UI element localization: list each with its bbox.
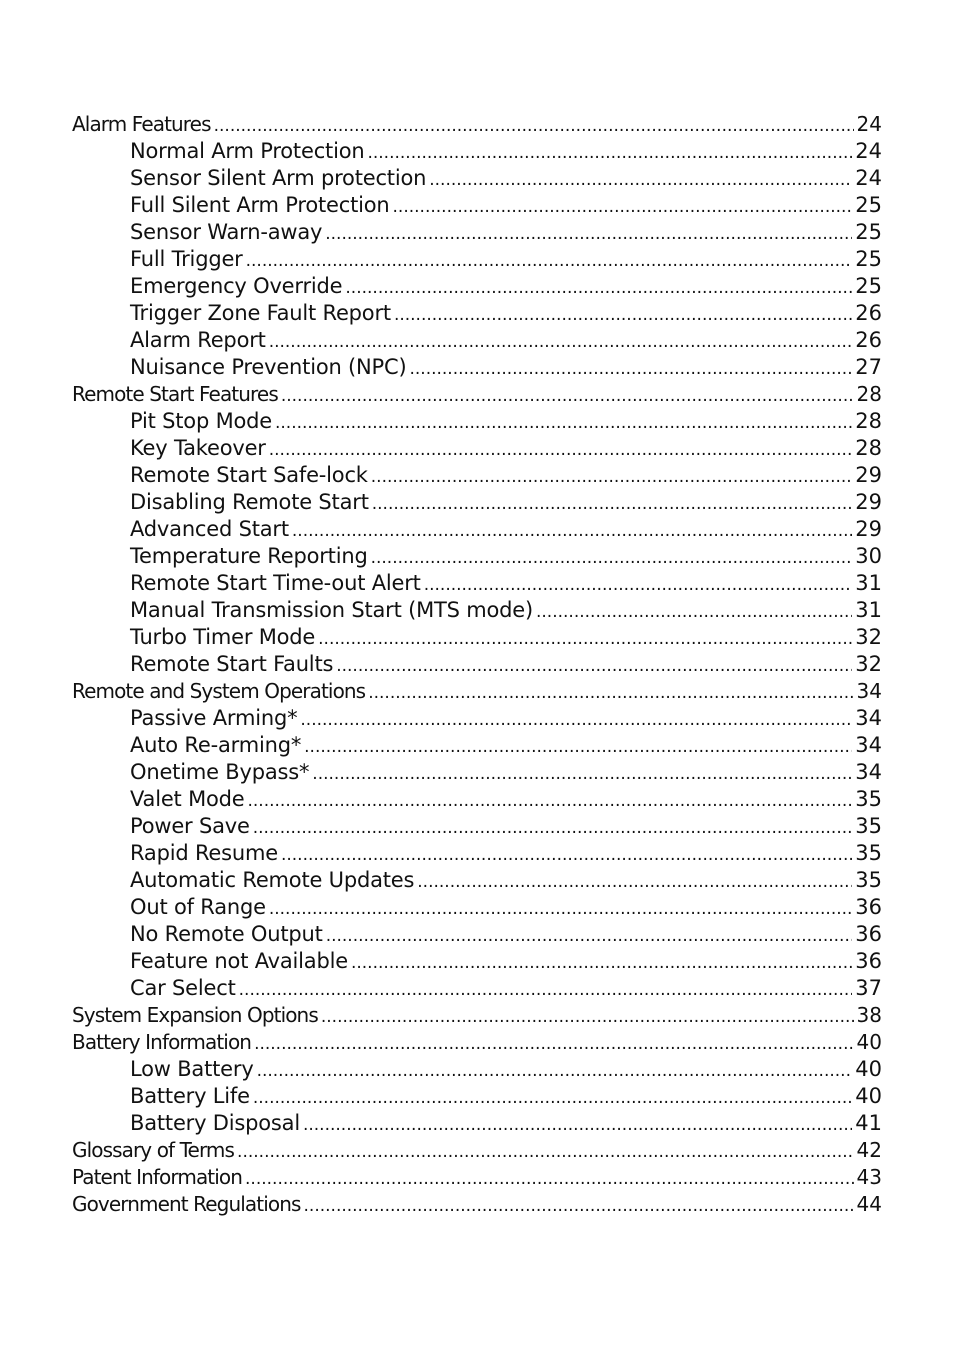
toc-subsection-entry <box>72 1083 882 1110</box>
toc-subsection-entry <box>72 1110 882 1137</box>
toc-dot-leader <box>371 464 853 491</box>
toc-entry-title: Patent Information <box>72 1165 243 1189</box>
toc-subsection-entry <box>72 192 882 219</box>
toc-dot-leader <box>393 194 853 221</box>
toc-entry-title: Battery Information <box>72 1030 252 1054</box>
toc-entry-page-number: 34 <box>855 733 882 757</box>
toc-subsection-entry <box>72 300 882 327</box>
toc-subsection-entry <box>72 921 882 948</box>
toc-dot-leader <box>326 923 853 950</box>
toc-subsection-entry <box>72 462 882 489</box>
toc-entry-title: Valet Mode <box>130 787 245 811</box>
toc-entry-title: Feature not Available <box>130 949 348 973</box>
toc-entry-page-number: 27 <box>855 355 882 379</box>
toc-section-entry <box>72 1002 882 1029</box>
toc-dot-leader <box>429 167 852 194</box>
toc-dot-leader <box>253 1085 852 1112</box>
toc-entry-title: Temperature Reporting <box>130 544 368 568</box>
toc-subsection-entry <box>72 813 882 840</box>
toc-entry-title: Battery Disposal <box>130 1111 300 1135</box>
toc-dot-leader <box>269 896 852 923</box>
toc-dot-leader <box>325 221 852 248</box>
toc-entry-title: Normal Arm Protection <box>130 139 365 163</box>
toc-subsection-entry <box>72 705 882 732</box>
toc-dot-leader <box>367 140 852 167</box>
toc-entry-page-number: 43 <box>856 1165 882 1189</box>
toc-entry-page-number: 37 <box>855 976 882 1000</box>
toc-subsection-entry <box>72 1056 882 1083</box>
toc-dot-leader <box>345 275 852 302</box>
toc-entry-title: Full Trigger <box>130 247 243 271</box>
toc-subsection-entry <box>72 543 882 570</box>
toc-entry-page-number: 40 <box>856 1030 882 1054</box>
toc-dot-leader <box>245 1166 854 1193</box>
toc-subsection-entry <box>72 246 882 273</box>
toc-subsection-entry <box>72 975 882 1002</box>
toc-entry-title: Car Select <box>130 976 236 1000</box>
toc-entry-title: Automatic Remote Updates <box>130 868 415 892</box>
toc-entry-page-number: 36 <box>855 895 882 919</box>
toc-subsection-entry <box>72 786 882 813</box>
toc-entry-page-number: 35 <box>855 868 882 892</box>
toc-subsection-entry <box>72 948 882 975</box>
toc-entry-page-number: 34 <box>856 679 882 703</box>
toc-section-entry <box>72 1137 882 1164</box>
toc-entry-page-number: 24 <box>855 166 882 190</box>
toc-entry-title: Sensor Warn-away <box>130 220 323 244</box>
toc-dot-leader <box>237 1139 854 1166</box>
toc-entry-page-number: 26 <box>855 328 882 352</box>
toc-entry-title: Trigger Zone Fault Report <box>130 301 391 325</box>
toc-dot-leader <box>254 1031 853 1058</box>
table-of-contents <box>72 111 882 1218</box>
toc-section-entry <box>72 1029 882 1056</box>
toc-entry-page-number: 42 <box>856 1138 882 1162</box>
toc-entry-page-number: 32 <box>855 625 882 649</box>
toc-entry-title: Remote Start Features <box>72 382 278 406</box>
toc-entry-page-number: 31 <box>855 571 882 595</box>
toc-list <box>72 111 882 1218</box>
toc-entry-page-number: 30 <box>855 544 882 568</box>
toc-entry-title: Rapid Resume <box>130 841 278 865</box>
toc-dot-leader <box>371 545 853 572</box>
toc-entry-page-number: 41 <box>855 1111 882 1135</box>
toc-entry-page-number: 25 <box>855 220 882 244</box>
toc-entry-page-number: 35 <box>855 787 882 811</box>
toc-entry-title: System Expansion Options <box>72 1003 318 1027</box>
toc-entry-page-number: 24 <box>855 139 882 163</box>
toc-subsection-entry <box>72 732 882 759</box>
toc-dot-leader <box>257 1058 853 1085</box>
toc-entry-page-number: 28 <box>855 436 882 460</box>
toc-entry-title: Alarm Report <box>130 328 266 352</box>
toc-entry-title: Remote Start Faults <box>130 652 334 676</box>
toc-entry-title: No Remote Output <box>130 922 323 946</box>
toc-subsection-entry <box>72 570 882 597</box>
toc-entry-page-number: 35 <box>855 814 882 838</box>
toc-subsection-entry <box>72 867 882 894</box>
toc-entry-page-number: 25 <box>855 193 882 217</box>
toc-subsection-entry <box>72 219 882 246</box>
toc-dot-leader <box>368 680 853 707</box>
toc-dot-leader <box>292 518 852 545</box>
toc-entry-page-number: 31 <box>855 598 882 622</box>
toc-dot-leader <box>281 383 854 410</box>
toc-entry-title: Nuisance Prevention (NPC) <box>130 355 407 379</box>
toc-dot-leader <box>269 329 853 356</box>
toc-dot-leader <box>417 869 852 896</box>
toc-dot-leader <box>304 734 852 761</box>
toc-entry-page-number: 25 <box>855 247 882 271</box>
toc-entry-title: Remote and System Operations <box>72 679 366 703</box>
toc-dot-leader <box>303 1112 852 1139</box>
toc-entry-title: Auto Re-arming* <box>130 733 302 757</box>
toc-entry-title: Disabling Remote Start <box>130 490 369 514</box>
toc-entry-title: Pit Stop Mode <box>130 409 272 433</box>
toc-entry-page-number: 36 <box>855 922 882 946</box>
toc-entry-page-number: 44 <box>856 1192 882 1216</box>
toc-entry-page-number: 35 <box>855 841 882 865</box>
toc-entry-title: Key Takeover <box>130 436 266 460</box>
toc-subsection-entry <box>72 327 882 354</box>
toc-subsection-entry <box>72 516 882 543</box>
toc-dot-leader <box>253 815 853 842</box>
toc-section-entry <box>72 1191 882 1218</box>
toc-subsection-entry <box>72 165 882 192</box>
toc-dot-leader <box>424 572 853 599</box>
toc-section-entry <box>72 1164 882 1191</box>
toc-entry-page-number: 29 <box>855 490 882 514</box>
toc-dot-leader <box>372 491 853 518</box>
toc-entry-title: Full Silent Arm Protection <box>130 193 390 217</box>
toc-entry-title: Glossary of Terms <box>72 1138 235 1162</box>
toc-entry-title: Government Regulations <box>72 1192 301 1216</box>
toc-entry-page-number: 32 <box>855 652 882 676</box>
toc-subsection-entry <box>72 759 882 786</box>
toc-dot-leader <box>239 977 853 1004</box>
toc-section-entry <box>72 678 882 705</box>
toc-dot-leader <box>394 302 852 329</box>
toc-entry-title: Manual Transmission Start (MTS mode) <box>130 598 533 622</box>
toc-entry-page-number: 28 <box>856 382 882 406</box>
toc-entry-title: Passive Arming* <box>130 706 298 730</box>
toc-entry-title: Sensor Silent Arm protection <box>130 166 427 190</box>
toc-dot-leader <box>336 653 852 680</box>
toc-dot-leader <box>304 1193 854 1220</box>
toc-subsection-entry <box>72 597 882 624</box>
toc-subsection-entry <box>72 624 882 651</box>
toc-entry-page-number: 34 <box>855 760 882 784</box>
toc-entry-page-number: 29 <box>855 463 882 487</box>
toc-dot-leader <box>536 599 852 626</box>
toc-dot-leader <box>300 707 852 734</box>
toc-dot-leader <box>248 788 853 815</box>
toc-entry-title: Emergency Override <box>130 274 343 298</box>
toc-section-entry <box>72 111 882 138</box>
toc-entry-title: Remote Start Safe-lock <box>130 463 368 487</box>
toc-entry-title: Advanced Start <box>130 517 289 541</box>
toc-dot-leader <box>214 113 854 140</box>
toc-subsection-entry <box>72 408 882 435</box>
toc-entry-title: Power Save <box>130 814 250 838</box>
toc-dot-leader <box>321 1004 854 1031</box>
toc-dot-leader <box>318 626 852 653</box>
toc-entry-title: Remote Start Time-out Alert <box>130 571 421 595</box>
toc-dot-leader <box>275 410 852 437</box>
toc-dot-leader <box>269 437 853 464</box>
toc-entry-page-number: 34 <box>855 706 882 730</box>
toc-subsection-entry <box>72 489 882 516</box>
toc-subsection-entry <box>72 651 882 678</box>
toc-entry-page-number: 36 <box>855 949 882 973</box>
toc-dot-leader <box>281 842 852 869</box>
toc-subsection-entry <box>72 894 882 921</box>
toc-dot-leader <box>312 761 852 788</box>
toc-subsection-entry <box>72 138 882 165</box>
toc-dot-leader <box>351 950 852 977</box>
toc-entry-page-number: 24 <box>856 112 882 136</box>
toc-entry-title: Out of Range <box>130 895 266 919</box>
toc-entry-page-number: 40 <box>855 1084 882 1108</box>
toc-entry-title: Low Battery <box>130 1057 254 1081</box>
toc-entry-title: Onetime Bypass* <box>130 760 310 784</box>
toc-section-entry <box>72 381 882 408</box>
toc-entry-page-number: 38 <box>856 1003 882 1027</box>
toc-entry-page-number: 40 <box>855 1057 882 1081</box>
toc-entry-page-number: 28 <box>855 409 882 433</box>
toc-entry-page-number: 29 <box>855 517 882 541</box>
toc-entry-title: Battery Life <box>130 1084 250 1108</box>
toc-subsection-entry <box>72 435 882 462</box>
toc-entry-page-number: 25 <box>855 274 882 298</box>
toc-subsection-entry <box>72 840 882 867</box>
toc-dot-leader <box>246 248 853 275</box>
toc-subsection-entry <box>72 273 882 300</box>
toc-dot-leader <box>409 356 852 383</box>
toc-entry-page-number: 26 <box>855 301 882 325</box>
toc-entry-title: Alarm Features <box>72 112 211 136</box>
toc-subsection-entry <box>72 354 882 381</box>
toc-entry-title: Turbo Timer Mode <box>130 625 316 649</box>
